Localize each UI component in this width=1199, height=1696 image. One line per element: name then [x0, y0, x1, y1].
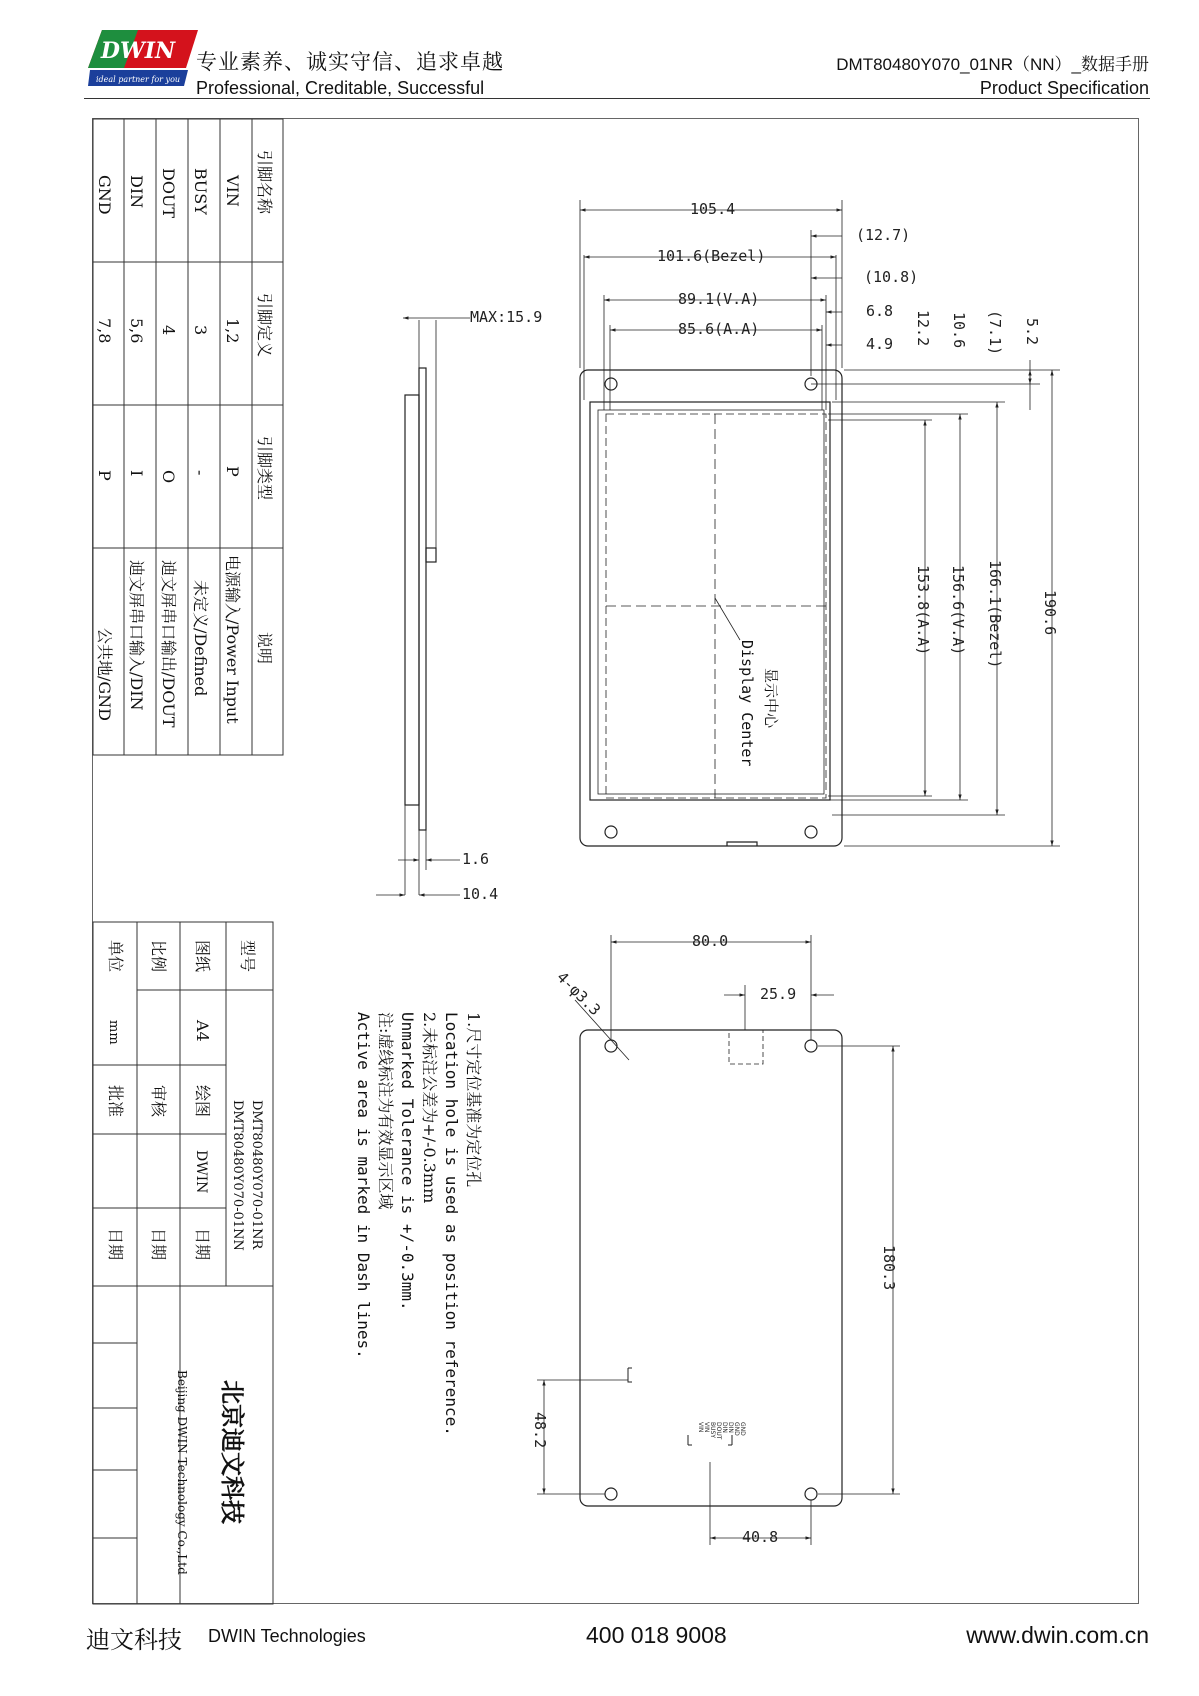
dim-105-4: 105.4: [690, 200, 736, 218]
brand-tagline: ideal partner for you: [95, 75, 181, 84]
dim-max-thickness: MAX:15.9: [470, 308, 543, 326]
pin-def: 4: [159, 325, 178, 336]
conn-pin-label: BUSY: [709, 1422, 716, 1438]
conn-pin-label: GND: [739, 1422, 746, 1436]
pin-desc: 公共地/GND: [95, 628, 114, 722]
note-2-cn: 2.未标注公差为+/-0.3mm: [420, 1012, 439, 1204]
dim-10-4: 10.4: [462, 885, 499, 903]
pin-type: P: [223, 466, 242, 477]
tb-model-label: 型号: [238, 940, 257, 973]
pin-def: 5,6: [127, 318, 146, 344]
tb-draw-label: 绘图: [193, 1085, 212, 1118]
dim-12-7: (12.7): [856, 226, 911, 244]
display-center-label: [738, 640, 780, 766]
note-1-en: Location hole is used as position reference.: [442, 1012, 461, 1436]
tb-company-en: Beijing DWIN Technology Co.,Ltd: [175, 1370, 189, 1575]
note-2-en: Unmarked Tolerance is +/-0.3mm.: [398, 1012, 417, 1311]
th-pin-name: 引脚名称: [255, 150, 274, 215]
pin-desc: 未定义/Defined: [191, 580, 210, 697]
dim-1-6: 1.6: [462, 850, 490, 868]
note-3-en: Active area is marked in Dash lines.: [354, 1012, 373, 1359]
display-center-cn: 显示中心: [762, 668, 780, 729]
tb-date-label: 日期: [106, 1228, 125, 1261]
dim-166-1: 166.1(Bezel): [986, 560, 1004, 669]
side-view: [376, 318, 470, 895]
th-desc: 说明: [255, 632, 274, 665]
tb-unit-label: 单位: [106, 940, 125, 973]
page-footer: [0, 1610, 1199, 1670]
footer-company-cn: 迪文科技: [86, 1626, 182, 1654]
dim-190-6: 190.6: [1041, 590, 1059, 636]
front-v-dims: [811, 360, 1060, 846]
display-center-en: Display Center: [738, 640, 756, 767]
tb-model-line1: DMT80480Y070-01NR: [249, 1100, 264, 1250]
front-view: [580, 370, 842, 846]
th-pin-type: 引脚类型: [255, 436, 274, 501]
dim-12-2: 12.2: [914, 310, 932, 347]
pin-desc: 电源输入/Power Input: [223, 555, 242, 724]
dim-85-6: 85.6(A.A): [678, 320, 760, 338]
dim-156-6: 156.6(V.A): [949, 565, 967, 656]
footer-phone: 400 018 9008: [586, 1622, 727, 1648]
dim-25-9: 25.9: [760, 985, 797, 1003]
footer-company-en: DWIN Technologies: [208, 1626, 366, 1646]
note-3-cn: 注:虚线标注为有效显示区域: [376, 1012, 395, 1210]
footer-website[interactable]: www.dwin.com.cn: [966, 1622, 1149, 1648]
dim-101-6: 101.6(Bezel): [657, 247, 766, 265]
tb-company-cn: 北京迪文科技: [218, 1380, 247, 1524]
brand-text: DWIN: [100, 38, 176, 64]
title-block-text: [106, 940, 264, 1575]
dim-10-8: (10.8): [864, 268, 919, 286]
dim-180-3: 180.3: [880, 1245, 898, 1291]
tb-scale-label: 比例: [149, 940, 168, 973]
pin-type: I: [127, 470, 146, 477]
pin-name: DIN: [127, 175, 146, 209]
dim-153-8: 153.8(A.A): [914, 565, 932, 656]
pin-desc: 迪文屏串口输出/DOUT: [159, 560, 178, 728]
dim-7-1: (7.1): [986, 310, 1004, 356]
notes: [354, 1012, 483, 1436]
tb-date-label: 日期: [193, 1228, 212, 1261]
doc-subtitle: Product Specification: [979, 78, 1149, 98]
pin-def: 7,8: [95, 318, 114, 344]
pin-name: VIN: [223, 175, 242, 207]
slogan-en: Professional, Creditable, Successful: [196, 78, 485, 98]
tb-drawing-value: A4: [193, 1020, 212, 1042]
tb-unit-value: mm: [106, 1020, 121, 1045]
conn-pin-label: VIN: [697, 1422, 704, 1433]
tb-review-label: 审核: [149, 1085, 168, 1118]
dim-5-2: 5.2: [1023, 318, 1041, 346]
conn-pin-label: DIN: [727, 1422, 734, 1433]
pin-desc: 迪文屏串口输入/DIN: [127, 560, 146, 711]
pin-type: P: [95, 470, 114, 481]
conn-pin-label: DIN: [721, 1422, 728, 1433]
dim-6-8: 6.8: [866, 302, 894, 320]
doc-title: DMT80480Y070_01NR（NN）_数据手册: [836, 55, 1149, 74]
dim-40-8: 40.8: [742, 1528, 779, 1546]
pin-table: [93, 119, 283, 755]
th-pin-def: 引脚定义: [255, 293, 274, 358]
tb-date-label: 日期: [149, 1228, 168, 1261]
front-v-dim-labels: [914, 310, 1059, 668]
pin-def: 1,2: [223, 318, 242, 344]
conn-pin-label: DOUT: [715, 1422, 722, 1440]
tb-drawing-label: 图纸: [193, 940, 212, 973]
dim-hole: 4-φ3.3: [553, 968, 605, 1020]
conn-pin-label: GND: [733, 1422, 740, 1436]
slogan-cn: 专业素养、诚实守信、追求卓越: [196, 50, 504, 74]
pin-name: GND: [95, 175, 114, 215]
note-1-cn: 1.尺寸定位基准为定位孔: [464, 1012, 483, 1188]
back-dims: [537, 935, 900, 1545]
connector-pin-labels: [697, 1422, 746, 1440]
tb-draw-value: DWIN: [193, 1150, 209, 1194]
pin-def: 3: [191, 325, 210, 336]
pin-type: O: [159, 470, 178, 484]
pin-type: -: [191, 470, 210, 476]
dim-48-2: 48.2: [531, 1412, 549, 1449]
tb-model-line2: DMT80480Y070-01NN: [230, 1100, 245, 1251]
tb-approve-label: 批准: [106, 1085, 125, 1118]
pin-name: BUSY: [191, 168, 210, 215]
dim-10-6: 10.6: [950, 312, 968, 349]
dim-80-0: 80.0: [692, 932, 729, 950]
dim-4-9: 4.9: [866, 335, 894, 353]
conn-pin-label: VIN: [703, 1422, 710, 1433]
pin-table-text: [95, 150, 274, 728]
pin-name: DOUT: [159, 168, 178, 219]
dim-89-1: 89.1(V.A): [678, 290, 760, 308]
